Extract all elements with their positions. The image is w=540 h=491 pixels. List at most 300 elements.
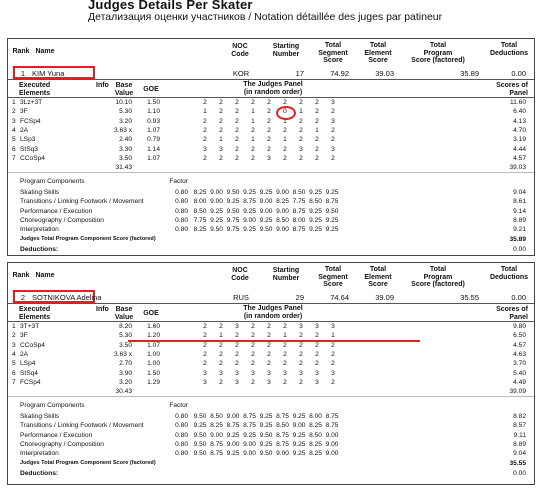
judge-mark: 2 <box>235 154 239 162</box>
panel-header: Panel <box>509 313 528 321</box>
judge-mark: 2 <box>331 108 335 116</box>
component-factor: 0.80 <box>175 207 188 215</box>
component-mark: 8.25 <box>309 422 322 430</box>
judge-mark: 2 <box>219 154 223 162</box>
element-row <box>8 107 534 116</box>
element-code: CCoSp4 <box>20 154 45 162</box>
random-order-header: (in random order) <box>243 312 303 320</box>
page-subtitle: Детализация оценки участников / Notation détaillée des juges par patineur <box>88 11 443 23</box>
judge-mark: 2 <box>219 99 223 106</box>
component-mark: 9.00 <box>243 450 256 458</box>
component-mark: 8.75 <box>292 226 306 234</box>
skater-name: KIM Yuna <box>32 69 65 78</box>
component-mark: 9.25 <box>226 450 240 458</box>
skater-start-number: 17 <box>295 69 304 78</box>
panel-score: 6.40 <box>513 108 526 116</box>
pcs-factored-header: Score (factored) <box>411 281 465 288</box>
component-score: 9.11 <box>513 431 526 439</box>
component-name: Interpretation <box>20 450 59 458</box>
judge-mark: 1 <box>299 108 303 116</box>
segment-header: Segment <box>318 273 348 281</box>
judge-mark: 2 <box>203 126 207 134</box>
component-mark: 9.00 <box>276 189 289 197</box>
starting-header: Starting <box>272 267 300 274</box>
rank-header: Rank <box>12 272 30 279</box>
skater-noc: KOR <box>232 69 250 78</box>
segment-header: Segment <box>318 49 348 57</box>
element-code: LSp4 <box>20 360 36 368</box>
segment-score-header: Score <box>323 57 343 64</box>
component-mark: 9.00 <box>276 207 289 215</box>
component-mark: 8.25 <box>210 422 223 430</box>
judge-mark: 2 <box>267 341 271 349</box>
component-mark: 9.50 <box>259 431 273 439</box>
component-row <box>8 449 534 458</box>
component-factor: 0.80 <box>175 431 188 439</box>
base-value: 5.30 <box>119 332 132 340</box>
judge-mark: 2 <box>235 117 239 125</box>
noc-header: NOC <box>232 267 248 274</box>
element-score: 39.09 <box>375 293 394 302</box>
scores-of-header: Scores of <box>496 82 528 89</box>
judge-mark: 2 <box>235 108 239 116</box>
judge-mark: 2 <box>251 378 255 386</box>
judge-mark: 2 <box>219 323 223 330</box>
component-mark: 8.75 <box>276 431 289 439</box>
judge-mark: 2 <box>283 323 287 330</box>
component-mark: 9.75 <box>226 217 240 224</box>
judge-mark: 3 <box>315 369 319 377</box>
component-factor: 0.80 <box>175 198 188 206</box>
component-mark: 9.25 <box>243 189 256 197</box>
judge-mark: 3 <box>299 323 303 330</box>
component-mark: 9.50 <box>193 431 207 439</box>
element-number: 1 <box>12 99 16 106</box>
judge-mark: 3 <box>235 323 239 330</box>
skater-start-number: 29 <box>295 293 304 302</box>
component-mark: 9.00 <box>210 198 223 206</box>
judge-mark: 2 <box>283 341 287 349</box>
judge-mark: 2 <box>315 99 319 106</box>
judge-mark: 2 <box>267 126 271 134</box>
judge-mark: 1 <box>251 117 255 125</box>
element-row <box>8 117 534 126</box>
judge-mark: 3 <box>331 145 335 153</box>
total-element-header: Total <box>369 266 387 273</box>
goe-value: 1.50 <box>147 369 160 377</box>
scores-of-header: Scores of <box>496 306 528 313</box>
elements-header: Elements <box>19 89 51 97</box>
judge-mark: 1 <box>251 108 255 116</box>
panel-score: 4.57 <box>513 154 526 162</box>
rank-header: Rank <box>12 48 30 55</box>
element-header: Element <box>364 49 392 57</box>
judge-mark: 2 <box>203 154 207 162</box>
base-value-total: 30.43 <box>115 388 132 396</box>
component-name: Choreography / Composition <box>20 441 104 448</box>
judge-mark: 2 <box>235 136 239 144</box>
component-score: 8.89 <box>513 217 526 224</box>
element-number: 1 <box>12 323 16 330</box>
judge-mark: 2 <box>315 360 319 368</box>
component-mark: 9.25 <box>210 207 223 215</box>
pcs-total: 35.55 <box>509 459 526 467</box>
component-mark: 8.75 <box>325 422 339 430</box>
base-value: 3.90 <box>119 369 132 377</box>
skater-rank: 1 <box>20 69 26 78</box>
starting-header: Starting <box>272 43 300 50</box>
program-components-header: Program Components <box>20 178 85 186</box>
component-mark: 8.25 <box>193 189 207 197</box>
pcs-program-header: Program <box>423 273 453 281</box>
judge-mark: 2 <box>203 360 207 368</box>
goe-value: 1.29 <box>147 378 160 386</box>
elements-total: 39.09 <box>509 388 526 396</box>
judge-mark: 1 <box>283 332 287 340</box>
goe-value: 1.50 <box>147 99 160 106</box>
component-score: 9.14 <box>513 207 526 215</box>
judge-mark: 2 <box>203 332 207 340</box>
goe-value: 1.60 <box>147 323 160 330</box>
element-score-header: Score <box>368 281 388 288</box>
component-mark: 9.50 <box>226 207 240 215</box>
judge-mark: 2 <box>219 341 223 349</box>
component-mark: 9.25 <box>325 226 339 234</box>
component-row <box>8 216 534 225</box>
number-header: Number <box>272 51 300 58</box>
judge-mark: 2 <box>299 117 303 125</box>
judge-mark: 2 <box>283 378 287 386</box>
component-mark: 8.00 <box>193 198 207 206</box>
element-code: StSq4 <box>20 369 38 377</box>
element-code: 3F <box>20 332 28 340</box>
component-mark: 8.50 <box>276 217 289 224</box>
total-deductions-header: Total <box>500 266 518 273</box>
value-header: Value <box>114 313 134 321</box>
goe-value: 1.00 <box>147 350 160 358</box>
component-mark: 9.00 <box>210 189 223 197</box>
segment-score-header: Score <box>323 281 343 288</box>
judge-mark: 2 <box>315 108 319 116</box>
base-value: 3.63 x <box>114 126 132 134</box>
component-mark: 9.50 <box>193 450 207 458</box>
judge-mark: 2 <box>315 136 319 144</box>
panel-header: Panel <box>509 89 528 97</box>
element-number: 3 <box>12 341 16 349</box>
judge-mark: 2 <box>299 341 303 349</box>
judge-mark: 3 <box>203 145 207 153</box>
element-row <box>8 369 534 378</box>
judge-mark: 2 <box>299 154 303 162</box>
judge-mark: 2 <box>267 108 271 116</box>
element-row <box>8 145 534 154</box>
component-mark: 8.25 <box>309 450 322 458</box>
judge-mark: 2 <box>219 378 223 386</box>
element-number: 2 <box>12 108 16 116</box>
pcs-factored-header: Score (factored) <box>411 57 465 64</box>
element-row <box>8 378 534 387</box>
judges-panel-header: The Judges Panel <box>243 81 303 88</box>
judge-mark: 3 <box>219 369 223 377</box>
element-code: 3Lz+3T <box>20 99 43 106</box>
component-factor: 0.80 <box>175 226 188 234</box>
component-mark: 9.25 <box>292 431 306 439</box>
component-score: 8.82 <box>513 413 526 421</box>
panel-score: 3.70 <box>513 360 526 368</box>
goe-value: 0.93 <box>147 117 160 125</box>
base-value: 2.70 <box>119 360 132 368</box>
component-row <box>8 440 534 449</box>
judge-mark: 2 <box>331 154 335 162</box>
pcs-total: 35.89 <box>509 235 526 243</box>
judge-mark: 2 <box>299 350 303 358</box>
element-number: 7 <box>12 378 16 386</box>
segment-score: 74.64 <box>330 293 349 302</box>
component-mark: 9.50 <box>193 441 207 448</box>
judge-mark: 3 <box>315 378 319 386</box>
base-value: 3.30 <box>119 145 132 153</box>
element-code: 2A <box>20 350 29 358</box>
component-mark: 9.50 <box>259 226 273 234</box>
judge-mark: 3 <box>331 99 335 106</box>
judge-mark: 2 <box>203 350 207 358</box>
component-name: Transitions / Linking Footwork / Movement <box>20 422 144 430</box>
base-value: 3.50 <box>119 154 132 162</box>
total-element-header: Total <box>369 42 387 49</box>
base-value: 5.30 <box>119 108 132 116</box>
judge-mark: 2 <box>267 350 271 358</box>
base-header: Base <box>115 82 133 89</box>
component-mark: 8.75 <box>243 422 256 430</box>
component-factor: 0.80 <box>175 450 188 458</box>
component-mark: 9.50 <box>210 226 223 234</box>
program-components-header: Program Components <box>20 402 85 410</box>
panel-score: 4.44 <box>513 145 526 153</box>
component-mark: 9.25 <box>243 207 256 215</box>
judge-mark: 1 <box>203 108 207 116</box>
judge-mark: 3 <box>331 323 335 330</box>
judge-mark: 2 <box>219 126 223 134</box>
base-value: 2.40 <box>119 136 132 144</box>
component-mark: 9.25 <box>226 431 240 439</box>
element-row <box>8 350 534 359</box>
judge-mark: 2 <box>283 99 287 106</box>
judge-mark: 2 <box>219 108 223 116</box>
goe-header: GOE <box>143 86 159 93</box>
component-row <box>8 421 534 430</box>
element-number: 4 <box>12 126 16 134</box>
component-mark: 8.25 <box>276 198 289 206</box>
judge-mark: 2 <box>283 360 287 368</box>
goe-value: 1.07 <box>147 341 160 349</box>
skater-sheet <box>7 38 535 256</box>
deductions-score: 0.00 <box>511 69 526 78</box>
elements-header: Elements <box>19 313 51 321</box>
component-score: 8.57 <box>513 422 526 430</box>
judge-mark: 1 <box>331 332 335 340</box>
judge-mark: 2 <box>283 350 287 358</box>
judge-mark: 3 <box>267 378 271 386</box>
component-mark: 9.00 <box>243 441 256 448</box>
component-mark: 9.25 <box>309 226 322 234</box>
judge-mark: 2 <box>203 117 207 125</box>
judge-mark: 1 <box>315 126 319 134</box>
component-row <box>8 188 534 197</box>
judge-mark: 2 <box>219 117 223 125</box>
judge-mark: 2 <box>219 360 223 368</box>
total-pcs-header: Total <box>429 42 447 49</box>
panel-score: 4.70 <box>513 126 526 134</box>
component-factor: 0.80 <box>175 441 188 448</box>
component-mark: 8.50 <box>309 198 322 206</box>
component-name: Skating Skills <box>20 413 60 421</box>
element-number: 6 <box>12 369 16 377</box>
component-mark: 8.75 <box>210 441 223 448</box>
judge-mark: 3 <box>219 145 223 153</box>
component-mark: 9.50 <box>325 207 339 215</box>
pcs-program-header: Program <box>423 49 453 57</box>
component-mark: 9.00 <box>325 450 339 458</box>
element-row <box>8 322 534 331</box>
element-code: 2A <box>20 126 29 134</box>
element-row <box>8 126 534 135</box>
judge-mark: 2 <box>331 360 335 368</box>
component-mark: 7.75 <box>193 217 207 224</box>
component-mark: 8.75 <box>292 207 306 215</box>
info-header: Info <box>96 306 109 313</box>
judge-mark: 2 <box>331 136 335 144</box>
base-value: 10.10 <box>115 99 132 106</box>
goe-value: 1.10 <box>147 108 160 116</box>
deductions-header: Deductions <box>489 273 529 281</box>
panel-score: 5.40 <box>513 369 526 377</box>
judge-mark: 2 <box>267 99 271 106</box>
judge-mark: 0 <box>283 108 287 116</box>
judge-mark: 2 <box>331 341 335 349</box>
judge-mark: 2 <box>283 126 287 134</box>
judges-panel-header: The Judges Panel <box>243 305 303 312</box>
component-mark: 8.50 <box>276 422 289 430</box>
component-mark: 9.25 <box>226 198 240 206</box>
component-mark: 8.75 <box>243 198 256 206</box>
value-header: Value <box>114 89 134 97</box>
component-mark: 9.25 <box>325 217 339 224</box>
element-code: CCoSp4 <box>20 341 45 349</box>
judge-mark: 2 <box>235 126 239 134</box>
element-number: 5 <box>12 136 16 144</box>
component-mark: 8.75 <box>325 413 339 421</box>
component-mark: 9.00 <box>210 431 223 439</box>
judge-mark: 2 <box>251 341 255 349</box>
judge-mark: 2 <box>203 136 207 144</box>
judge-mark: 2 <box>331 378 335 386</box>
judge-mark: 2 <box>299 360 303 368</box>
judge-mark: 3 <box>251 369 255 377</box>
goe-value: 1.07 <box>147 126 160 134</box>
panel-score: 4.13 <box>513 117 526 125</box>
strike-line-annotation <box>128 340 420 342</box>
judge-mark: 3 <box>203 378 207 386</box>
judge-mark: 2 <box>299 332 303 340</box>
component-mark: 9.00 <box>226 441 240 448</box>
component-mark: 8.00 <box>309 413 322 421</box>
factor-header: Factor <box>169 402 188 410</box>
judge-mark: 3 <box>331 369 335 377</box>
panel-score: 4.49 <box>513 378 526 386</box>
element-number: 3 <box>12 117 16 125</box>
base-header: Base <box>115 306 133 313</box>
element-row <box>8 135 534 144</box>
element-code: FCSp4 <box>20 117 41 125</box>
element-number: 7 <box>12 154 16 162</box>
judge-mark: 3 <box>299 369 303 377</box>
name-header: Name <box>35 272 55 279</box>
component-score: 8.61 <box>513 198 526 206</box>
component-score: 8.89 <box>513 441 526 448</box>
judge-mark: 2 <box>251 99 255 106</box>
judge-mark: 2 <box>331 350 335 358</box>
deductions-label: Deductions: <box>20 469 59 477</box>
judge-mark: 3 <box>235 378 239 386</box>
base-value: 3.50 <box>119 341 132 349</box>
component-row <box>8 207 534 216</box>
judge-mark: 2 <box>315 332 319 340</box>
judge-mark: 3 <box>203 369 207 377</box>
noc-header: NOC <box>232 43 248 50</box>
component-mark: 8.25 <box>309 441 322 448</box>
judge-mark: 2 <box>299 378 303 386</box>
judge-mark: 2 <box>251 350 255 358</box>
component-mark: 9.00 <box>259 207 273 215</box>
element-score: 39.03 <box>375 69 394 78</box>
component-row <box>8 197 534 206</box>
component-mark: 8.25 <box>193 226 207 234</box>
component-factor: 0.80 <box>175 422 188 430</box>
component-mark: 7.75 <box>292 198 306 206</box>
judge-mark: 2 <box>251 154 255 162</box>
component-mark: 8.50 <box>210 413 223 421</box>
info-header: Info <box>96 82 109 89</box>
elements-total: 39.03 <box>509 164 526 172</box>
judge-mark: 2 <box>283 154 287 162</box>
component-mark: 8.75 <box>243 413 256 421</box>
component-mark: 8.50 <box>292 189 306 197</box>
element-number: 2 <box>12 332 16 340</box>
component-mark: 9.50 <box>226 189 240 197</box>
component-mark: 8.75 <box>325 198 339 206</box>
total-deductions-header: Total <box>500 42 518 49</box>
component-mark: 9.00 <box>325 441 339 448</box>
base-value: 3.20 <box>119 378 132 386</box>
judge-mark: 2 <box>267 323 271 330</box>
page-title: Judges Details Per Skater <box>88 0 253 12</box>
panel-score: 6.50 <box>513 332 526 340</box>
element-number: 5 <box>12 360 16 368</box>
goe-header: GOE <box>143 310 159 317</box>
skater-name: SOTNIKOVA Adelina <box>32 293 102 302</box>
deductions-label: Deductions: <box>20 245 59 253</box>
component-name: Performance / Execution <box>20 431 93 439</box>
factor-header: Factor <box>169 178 188 186</box>
element-code: LSp3 <box>20 136 36 144</box>
element-row <box>8 98 534 107</box>
judge-mark: 2 <box>203 99 207 106</box>
judge-mark: 2 <box>235 99 239 106</box>
base-value: 3.20 <box>119 117 132 125</box>
judge-mark: 2 <box>315 341 319 349</box>
judge-mark: 2 <box>267 360 271 368</box>
component-name: Choreography / Composition <box>20 217 104 224</box>
